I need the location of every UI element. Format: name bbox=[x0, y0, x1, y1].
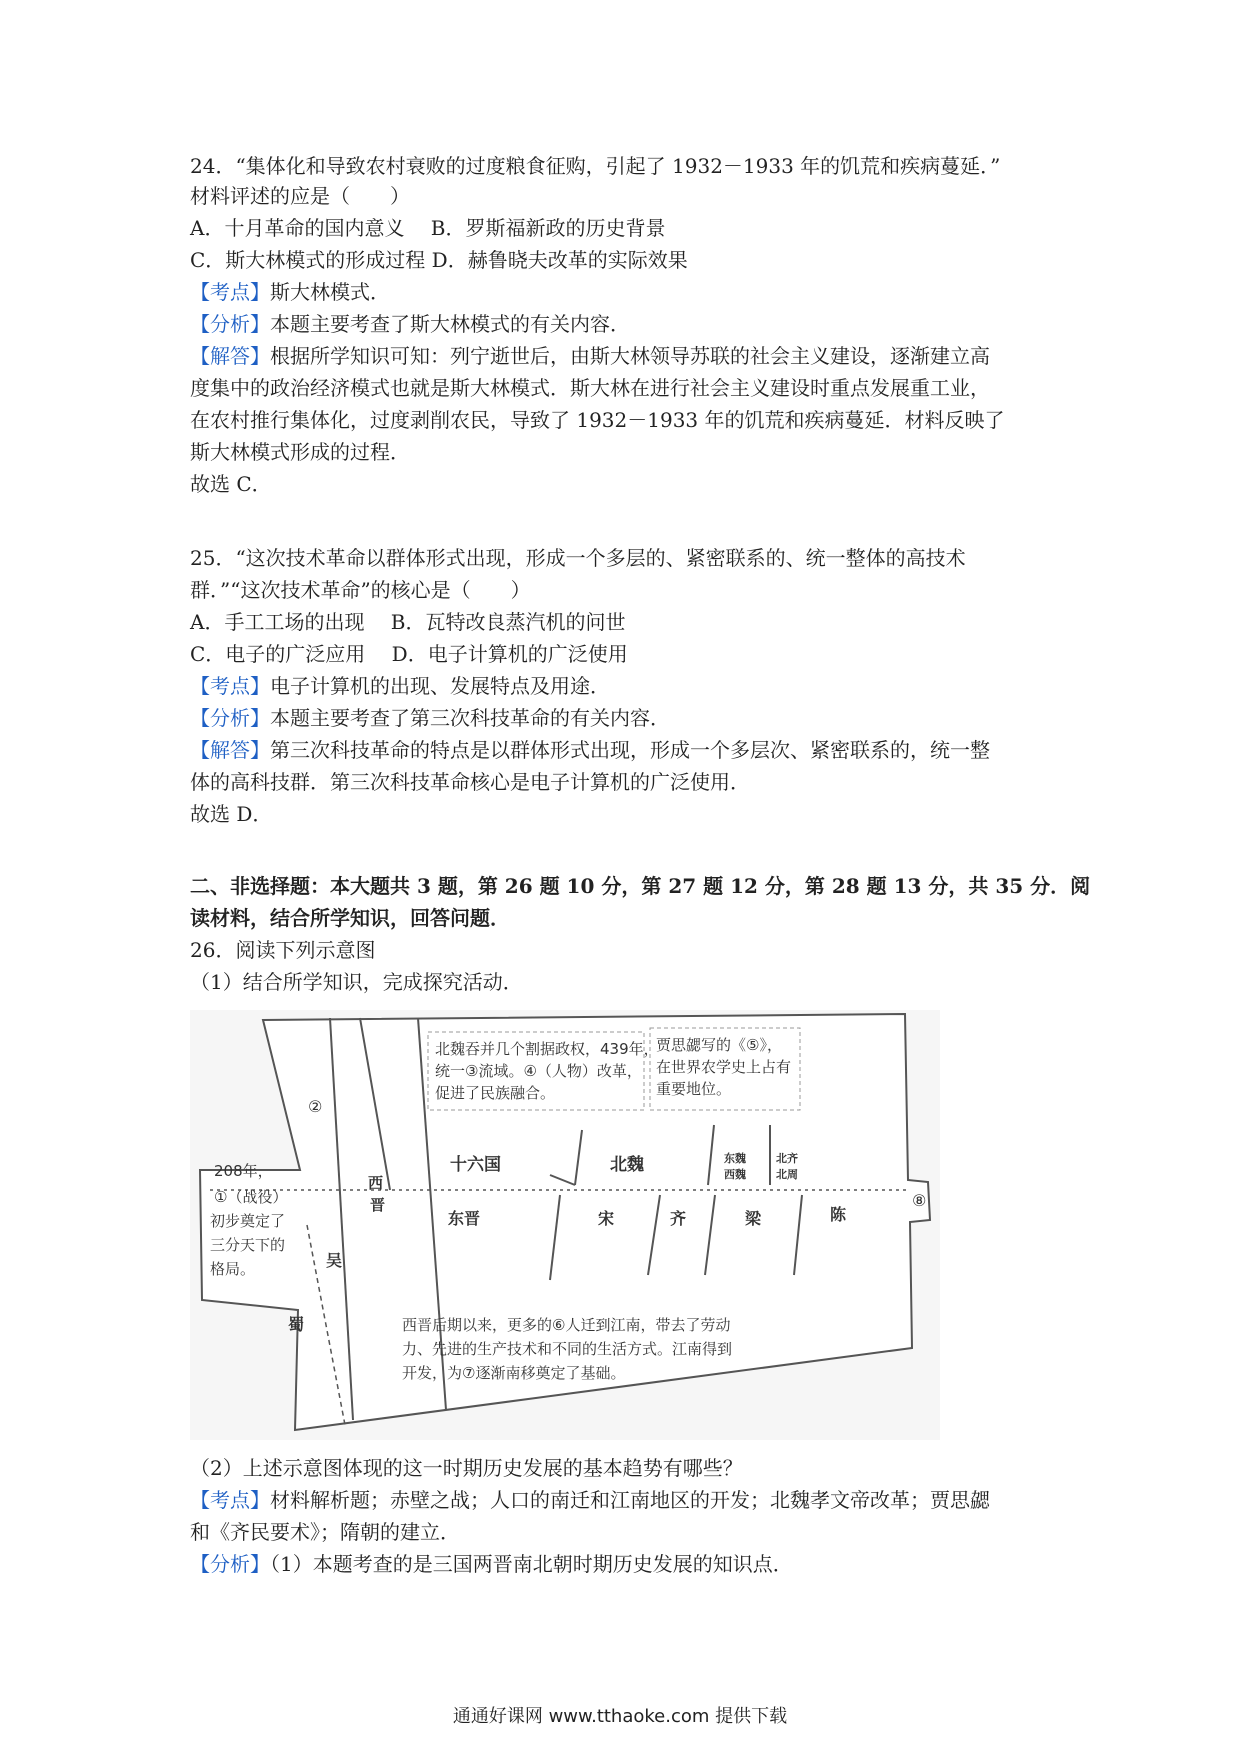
q24-stem-line2: 材料评述的应是（ ） bbox=[190, 184, 410, 208]
q25-options-cd: C．电子的广泛应用 D．电子计算机的广泛使用 bbox=[190, 642, 628, 666]
fenxi-tag: 【分析】 bbox=[190, 312, 270, 336]
q25-jieda-line1 bbox=[190, 736, 990, 764]
q26-kaodian-line1 bbox=[190, 1486, 990, 1514]
xijin-label-2: 晋 bbox=[370, 1196, 386, 1214]
migration-note-line2: 力、先进的生产技术和不同的生活方式。江南得到 bbox=[402, 1340, 733, 1358]
q25-kaodian bbox=[190, 672, 610, 700]
beiwei-note-line3: 促进了民族融合。 bbox=[435, 1084, 556, 1102]
fenxi-tag: 【分析】 bbox=[190, 1552, 270, 1576]
dongwei-label: 东魏 bbox=[724, 1152, 746, 1165]
chibi-note-line4: 三分天下的 bbox=[210, 1236, 286, 1254]
q25-jieda-line2: 体的高科技群．第三次科技革命核心是电子计算机的广泛使用． bbox=[190, 770, 750, 794]
jiasixie-note-line3: 重要地位。 bbox=[656, 1080, 732, 1098]
migration-note-line3: 开发，为⑦逐渐南移奠定了基础。 bbox=[402, 1364, 626, 1382]
xiwei-label: 西魏 bbox=[724, 1168, 746, 1181]
q24-stem-line1: 24．“集体化和导致农村衰败的过度粮食征购，引起了 1932－1933 年的饥荒和疾病蔓延．” bbox=[190, 154, 1001, 178]
jieda-text: 根据所学知识可知：列宁逝世后，由斯大林领导苏联的社会主义建设，逐渐建立高 bbox=[270, 344, 990, 368]
q24-jieda-line4: 斯大林模式形成的过程． bbox=[190, 440, 410, 464]
song-label: 宋 bbox=[598, 1209, 615, 1228]
q24-jieda-line1 bbox=[190, 342, 990, 370]
migration-note-line1: 西晋后期以来，更多的⑥人迁到江南，带去了劳动 bbox=[402, 1316, 731, 1334]
beiwei-label: 北魏 bbox=[610, 1155, 644, 1175]
section2-heading-line2: 读材料，结合所学知识，回答问题． bbox=[190, 906, 510, 930]
kaodian-tag: 【考点】 bbox=[190, 674, 270, 698]
beiwei-note-line2: 统一③流域。④（人物）改革， bbox=[435, 1062, 642, 1080]
section2-heading-line1: 二、非选择题：本大题共 3 题，第 26 题 10 分，第 27 题 12 分，第 28 题 13 分，共 35 分．阅 bbox=[190, 874, 1091, 898]
jieda-text: 第三次科技革命的特点是以群体形式出现，形成一个多层次、紧密联系的，统一整 bbox=[270, 738, 990, 762]
chibi-note-line2: ①（战役） bbox=[214, 1188, 288, 1206]
liang-label: 梁 bbox=[745, 1209, 762, 1228]
kaodian-text: 斯大林模式． bbox=[270, 280, 390, 304]
circle-8-label: ⑧ bbox=[912, 1191, 927, 1210]
xijin-label-1: 西 bbox=[368, 1174, 384, 1192]
q26-fenxi bbox=[190, 1550, 793, 1578]
qi-label: 齐 bbox=[670, 1209, 687, 1228]
jiasixie-note-line1: 贾思勰写的《⑤》， bbox=[656, 1036, 782, 1054]
beiqi-label: 北齐 bbox=[776, 1152, 798, 1165]
fenxi-text: 本题主要考查了第三次科技革命的有关内容． bbox=[270, 706, 670, 730]
q24-options-cd: C．斯大林模式的形成过程 D．赫鲁晓夫改革的实际效果 bbox=[190, 248, 688, 272]
q26-stem: 26．阅读下列示意图 bbox=[190, 938, 376, 962]
jieda-tag: 【解答】 bbox=[190, 738, 270, 762]
kaodian-text: 电子计算机的出现、发展特点及用途． bbox=[270, 674, 610, 698]
fenxi-text: 本题主要考查了斯大林模式的有关内容． bbox=[270, 312, 630, 336]
q24-jieda-line3: 在农村推行集体化，过度剥削农民，导致了 1932－1933 年的饥荒和疾病蔓延．材料反映了 bbox=[190, 408, 1005, 432]
q25-stem-line2: 群．”“这次技术革命”的核心是（ ） bbox=[190, 578, 531, 602]
fenxi-text: （1）本题考查的是三国两晋南北朝时期历史发展的知识点． bbox=[270, 1552, 793, 1576]
q26-part1: （1）结合所学知识，完成探究活动． bbox=[190, 970, 523, 994]
history-timeline-diagram bbox=[190, 1010, 940, 1440]
chibi-note-line3: 初步奠定了 bbox=[210, 1212, 286, 1230]
q24-jieda-line2: 度集中的政治经济模式也就是斯大林模式．斯大林在进行社会主义建设时重点发展重工业， bbox=[190, 376, 990, 400]
q25-fenxi bbox=[190, 704, 670, 732]
chen-label: 陈 bbox=[830, 1205, 847, 1224]
kaodian-tag: 【考点】 bbox=[190, 1488, 270, 1512]
chibi-note-line1: 208年， bbox=[214, 1162, 273, 1180]
kaodian-text: 材料解析题；赤壁之战；人口的南迁和江南地区的开发；北魏孝文帝改革；贾思勰 bbox=[270, 1488, 990, 1512]
q24-options-ab: A．十月革命的国内意义 B．罗斯福新政的历史背景 bbox=[190, 216, 666, 240]
shu-label: 蜀 bbox=[288, 1315, 305, 1334]
fenxi-tag: 【分析】 bbox=[190, 706, 270, 730]
q24-fenxi bbox=[190, 310, 630, 338]
q25-stem-line1: 25．“这次技术革命以群体形式出现，形成一个多层的、紧密联系的、统一整体的高技术 bbox=[190, 546, 966, 570]
circle-2-label: ② bbox=[308, 1097, 323, 1116]
dongjin-label: 东晋 bbox=[448, 1209, 481, 1228]
shiliuguo-label: 十六国 bbox=[450, 1155, 501, 1175]
kaodian-tag: 【考点】 bbox=[190, 280, 270, 304]
chibi-note-line5: 格局。 bbox=[210, 1260, 256, 1278]
jiasixie-note-line2: 在世界农学史上占有 bbox=[656, 1058, 792, 1076]
jieda-tag: 【解答】 bbox=[190, 344, 270, 368]
q24-kaodian bbox=[190, 278, 390, 306]
beiwei-note-line1: 北魏吞并几个割据政权，439年， bbox=[435, 1040, 659, 1058]
page-footer: 通通好课网 www.tthaoke.com 提供下载 bbox=[452, 1706, 788, 1727]
q24-answer: 故选 C． bbox=[190, 472, 272, 496]
q26-part2: （2）上述示意图体现的这一时期历史发展的基本趋势有哪些？ bbox=[190, 1456, 743, 1480]
q26-kaodian-line2: 和《齐民要术》；隋朝的建立． bbox=[190, 1520, 460, 1544]
q25-options-ab: A．手工工场的出现 B．瓦特改良蒸汽机的问世 bbox=[190, 610, 626, 634]
beizhou-label: 北周 bbox=[776, 1168, 798, 1181]
q25-answer: 故选 D． bbox=[190, 802, 273, 826]
wu-label: 吴 bbox=[326, 1251, 343, 1270]
